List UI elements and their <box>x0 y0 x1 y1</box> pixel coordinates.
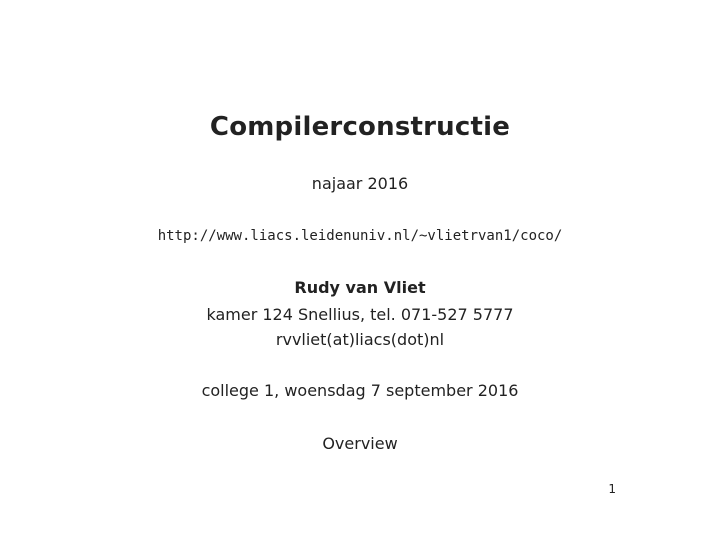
term-text: najaar 2016 <box>311 174 409 193</box>
email-text: rvvliet(at)liacs(dot)nl <box>275 330 445 349</box>
course-url: http://www.liacs.leidenuniv.nl/~vlietrvan1/coco/ <box>157 228 563 244</box>
slide-title: Compilerconstructie <box>209 112 511 142</box>
room-phone-text: kamer 124 Snellius, tel. 071-527 5777 <box>206 305 514 324</box>
author-name: Rudy van Vliet <box>294 278 426 297</box>
section-heading: Overview <box>322 434 398 453</box>
page-number: 1 <box>608 482 616 496</box>
lecture-info: college 1, woensdag 7 september 2016 <box>201 381 519 400</box>
